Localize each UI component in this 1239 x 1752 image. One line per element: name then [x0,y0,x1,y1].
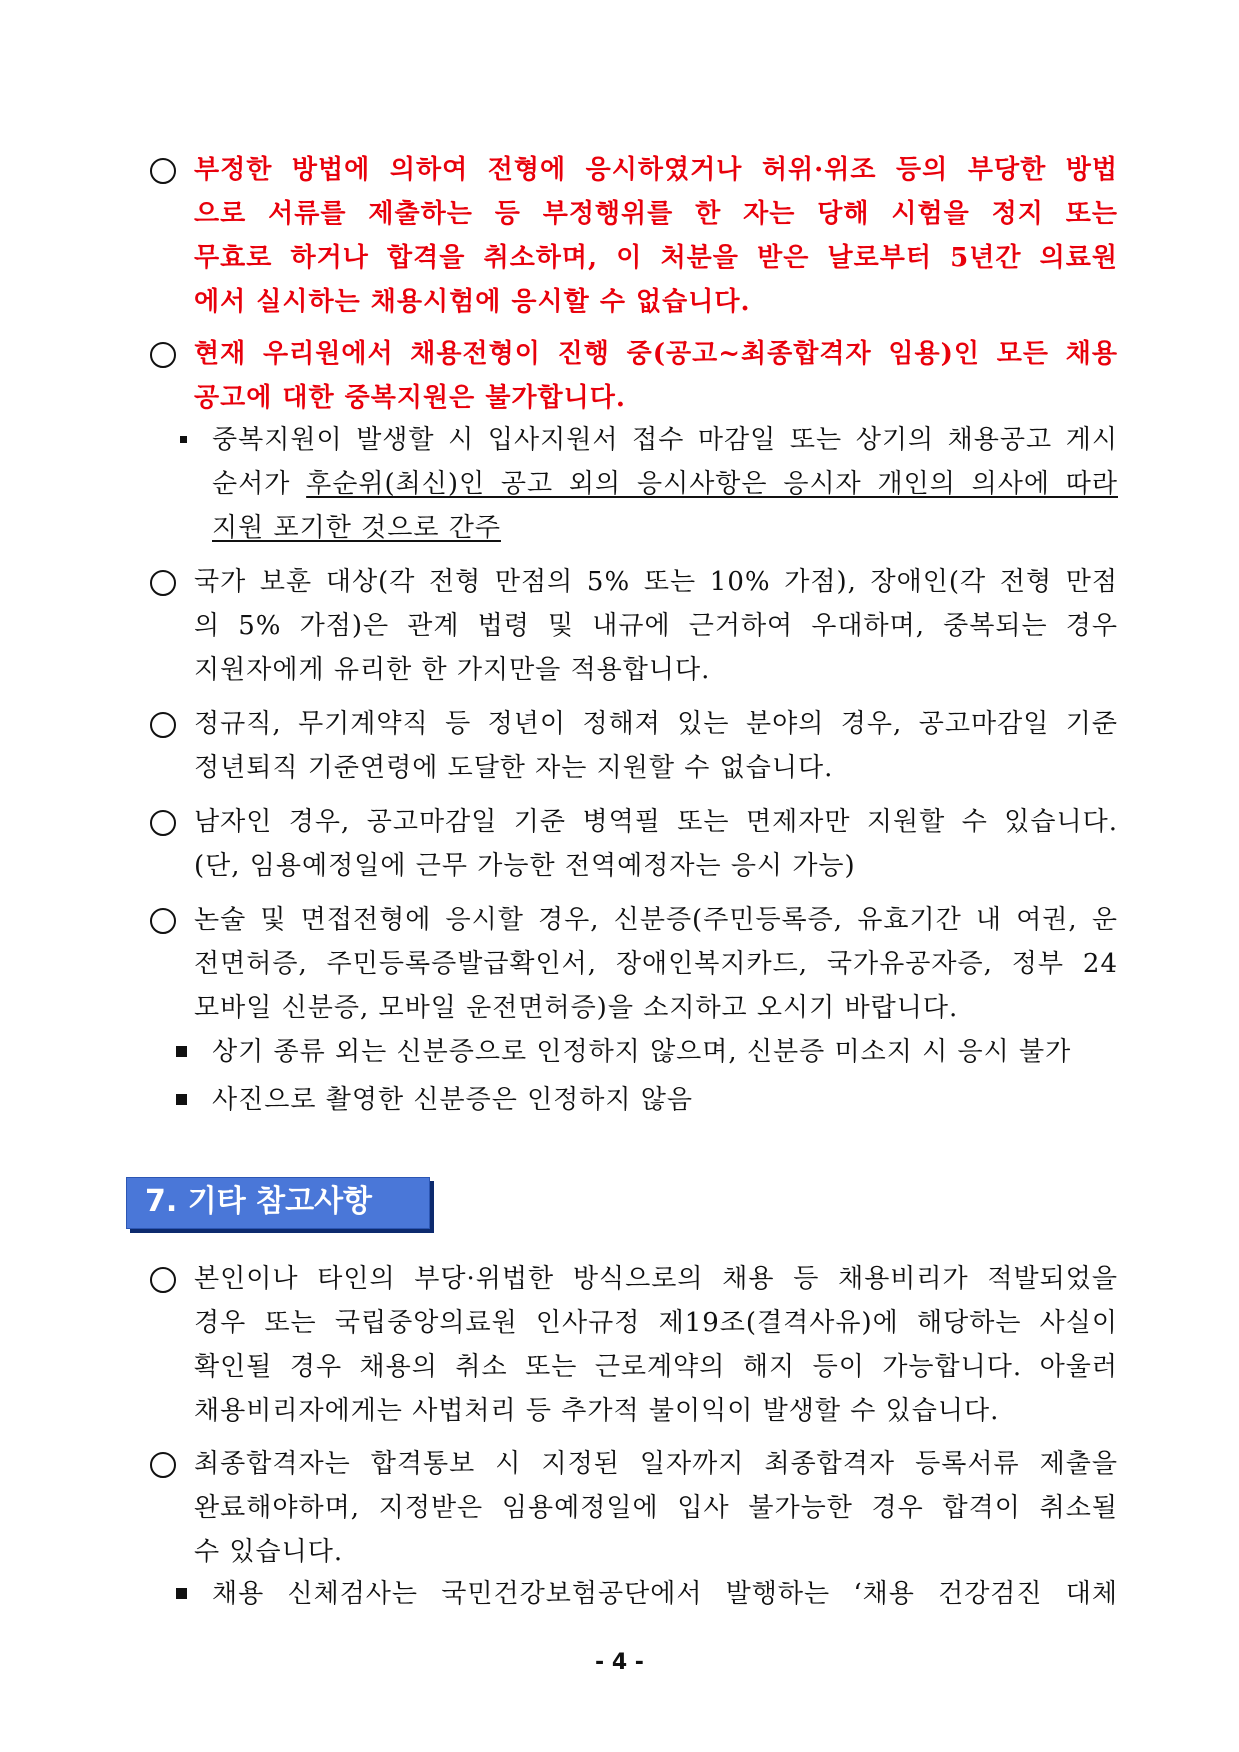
sub-note-duplicate [170,418,1118,550]
item-line: 무효로 하거나 합격을 취소하며, 이 처분을 받은 날로부터 5년간 의료원 [194,243,1118,273]
page-number: - 4 - [595,1650,644,1675]
square-bullet-icon [180,436,187,443]
section-title: 7. 기타 참고사항 [145,1184,373,1219]
sub-line-underlined: 지원 포기한 것으로 간주 [212,513,501,543]
notice-item-retirement [150,702,1118,790]
circle-bullet-icon [150,342,176,368]
item-line: 정년퇴직 기준연령에 도달한 자는 지원할 수 없습니다. [194,753,834,783]
sub-line [212,506,1118,550]
notice-item-final-docs [150,1442,1118,1574]
circle-bullet-icon [150,908,176,934]
circle-bullet-icon [150,810,176,836]
sub-line-underlined: 후순위(최신)인 공고 외의 응시사항은 응시자 개인의 의사에 따라 [306,469,1118,499]
item-line: 본인이나 타인의 부당·위법한 방식으로의 채용 등 채용비리가 적발되었을 [194,1264,1118,1294]
item-line: 지원자에게 유리한 한 가지만을 적용합니다. [194,655,711,685]
item-line: 경우 또는 국립중앙의료원 인사규정 제19조(결격사유)에 해당하는 사실이 [194,1308,1118,1338]
sub-line: 상기 종류 외는 신분증으로 인정하지 않으며, 신분증 미소지 시 응시 불가 [212,1037,1072,1067]
sub-line-prefix: 순서가 [212,469,307,499]
item-line: 공고에 대한 중복지원은 불가합니다. [194,383,626,413]
sub-note-id-card-photo [170,1078,1118,1122]
notice-item-id-card [150,898,1118,1030]
item-line: 모바일 신분증, 모바일 운전면허증)을 소지하고 오시기 바랍니다. [194,993,959,1023]
circle-bullet-icon [150,158,176,184]
notice-item-corruption [150,1257,1118,1433]
item-line: 최종합격자는 합격통보 시 지정된 일자까지 최종합격자 등록서류 제출을 [194,1449,1118,1479]
square-bullet-icon [176,1094,187,1105]
item-line: 부정한 방법에 의하여 전형에 응시하였거나 허위·위조 등의 부당한 방법 [194,155,1118,185]
sub-line: 중복지원이 발생할 시 입사지원서 접수 마감일 또는 상기의 채용공고 게시 [212,425,1118,455]
notice-item-veterans [150,560,1118,692]
circle-bullet-icon [150,712,176,738]
notice-item-duplicate [150,332,1118,420]
circle-bullet-icon [150,570,176,596]
notice-item-fraud [150,148,1118,324]
item-line: 수 있습니다. [194,1537,344,1567]
item-line: 남자인 경우, 공고마감일 기준 병역필 또는 면제자만 지원할 수 있습니다. [194,807,1118,837]
square-bullet-icon [176,1588,187,1599]
sub-line [212,462,1118,506]
sub-note-health-check [170,1572,1118,1616]
item-line: (단, 임용예정일에 근무 가능한 전역예정자는 응시 가능) [194,851,856,881]
circle-bullet-icon [150,1267,176,1293]
item-line: 전면허증, 주민등록증발급확인서, 장애인복지카드, 국가유공자증, 정부 24 [194,949,1118,979]
item-line: 정규직, 무기계약직 등 정년이 정해져 있는 분야의 경우, 공고마감일 기준 [194,709,1118,739]
item-line: 에서 실시하는 채용시험에 응시할 수 없습니다. [194,287,751,317]
item-line: 으로 서류를 제출하는 등 부정행위를 한 자는 당해 시험을 정지 또는 [194,199,1118,229]
square-bullet-icon [176,1046,187,1057]
item-line: 국가 보훈 대상(각 전형 만점의 5% 또는 10% 가점), 장애인(각 전형 만점 [194,567,1118,597]
item-line: 의 5% 가점)은 관계 법령 및 내규에 근거하여 우대하며, 중복되는 경우 [194,611,1118,641]
sub-line: 채용 신체검사는 국민건강보험공단에서 발행하는 ‘채용 건강검진 대체 [212,1579,1118,1609]
item-line: 채용비리자에게는 사법처리 등 추가적 불이익이 발생할 수 있습니다. [194,1396,1000,1426]
item-line: 완료해야하며, 지정받은 임용예정일에 입사 불가능한 경우 합격이 취소될 [194,1493,1118,1523]
item-line: 논술 및 면접전형에 응시할 경우, 신분증(주민등록증, 유효기간 내 여권, 운 [194,905,1118,935]
notice-item-military [150,800,1118,888]
sub-line: 사진으로 촬영한 신분증은 인정하지 않음 [212,1085,694,1115]
sub-note-id-card [170,1030,1118,1074]
item-line: 확인될 경우 채용의 취소 또는 근로계약의 해지 등이 가능합니다. 아울러 [194,1352,1118,1382]
section-header [126,1177,430,1229]
circle-bullet-icon [150,1452,176,1478]
item-line: 현재 우리원에서 채용전형이 진행 중(공고~최종합격자 임용)인 모든 채용 [194,339,1118,369]
